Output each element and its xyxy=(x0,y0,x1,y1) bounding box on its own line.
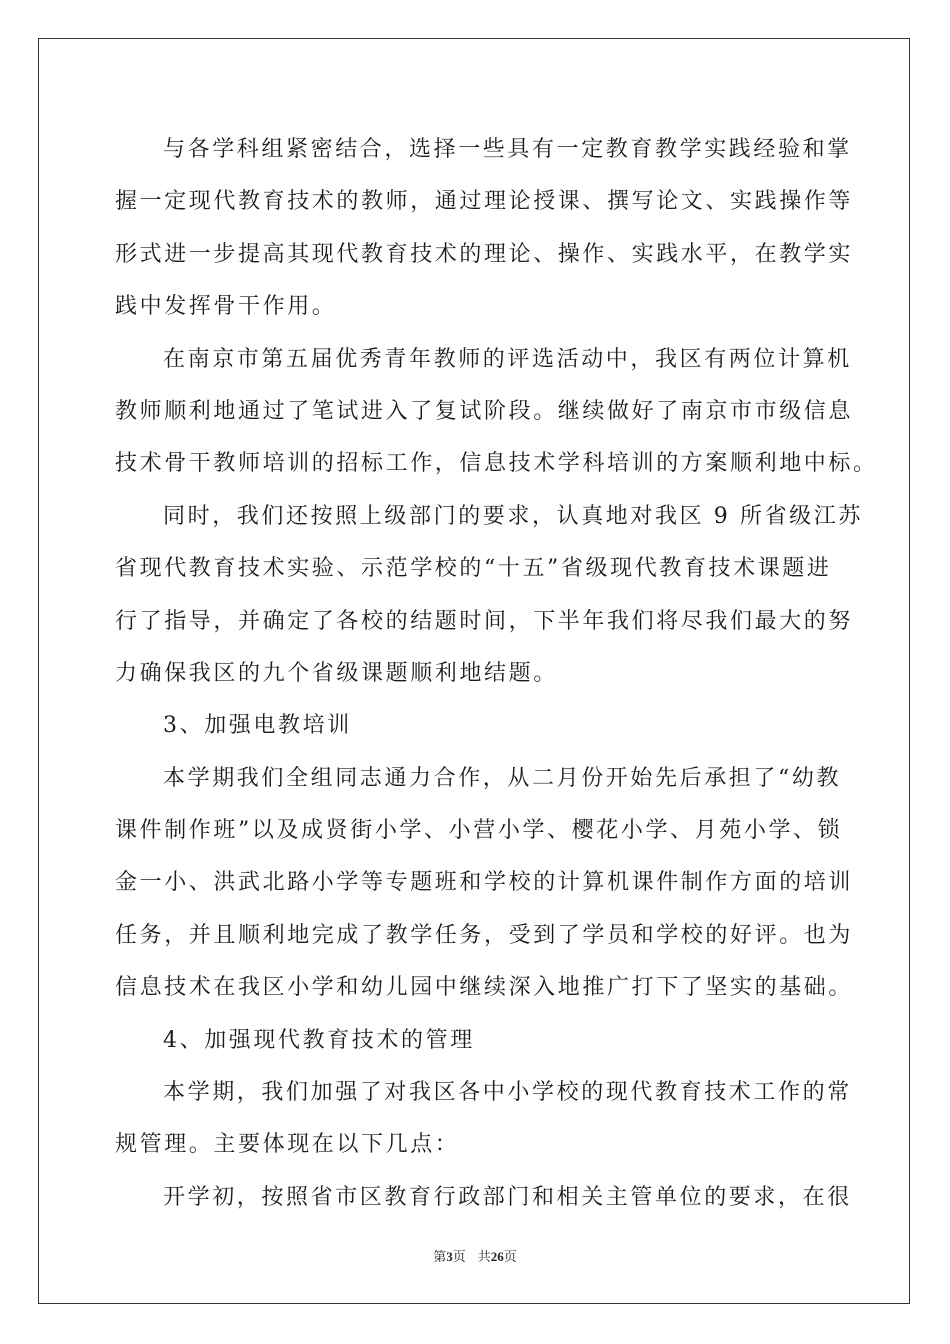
text-line: 握一定现代教育技术的教师，通过理论授课、撰写论文、实践操作等 xyxy=(115,189,854,215)
section-heading: 3、加强电教培训 xyxy=(163,713,352,739)
text-line: 形式进一步提高其现代教育技术的理论、操作、实践水平，在教学实 xyxy=(115,241,854,267)
text-line: 践中发挥骨干作用。 xyxy=(115,294,337,320)
text-line: 本学期，我们加强了对我区各中小学校的现代教育技术工作的常 xyxy=(163,1080,852,1106)
text-line: 省现代教育技术实验、示范学校的“十五”省级现代教育技术课题进 xyxy=(115,556,832,582)
text-line: 行了指导，并确定了各校的结题时间，下半年我们将尽我们最大的努 xyxy=(115,608,854,634)
text-line: 力确保我区的九个省级课题顺利地结题。 xyxy=(115,660,558,686)
text-line: 技术骨干教师培训的招标工作，信息技术学科培训的方案顺利地中标。 xyxy=(115,451,878,477)
page-prefix: 第 xyxy=(433,1249,447,1264)
page-footer xyxy=(0,1246,950,1265)
text-line: 课件制作班”以及成贤街小学、小营小学、樱花小学、月苑小学、锁 xyxy=(115,818,843,844)
document-body xyxy=(115,124,878,1224)
text-line: 教师顺利地通过了笔试进入了复试阶段。继续做好了南京市市级信息 xyxy=(115,398,854,424)
text-line: 任务，并且顺利地完成了教学任务，受到了学员和学校的好评。也为 xyxy=(115,922,854,948)
text-line: 金一小、洪武北路小学等专题班和学校的计算机课件制作方面的培训 xyxy=(115,870,854,896)
section-heading: 4、加强现代教育技术的管理 xyxy=(163,1027,475,1053)
total-prefix: 共 xyxy=(477,1249,491,1264)
page-suffix: 页 xyxy=(452,1249,466,1264)
text-line: 在南京市第五届优秀青年教师的评选活动中，我区有两位计算机 xyxy=(163,346,852,372)
text-line: 规管理。主要体现在以下几点： xyxy=(115,1132,460,1158)
text-line: 信息技术在我区小学和幼儿园中继续深入地推广打下了坚实的基础。 xyxy=(115,975,854,1001)
text-line: 本学期我们全组同志通力合作，从二月份开始先后承担了“幼教 xyxy=(163,765,842,791)
page-number: 3 xyxy=(446,1249,453,1264)
text-line: 开学初，按照省市区教育行政部门和相关主管单位的要求，在很 xyxy=(163,1184,852,1210)
text-line: 与各学科组紧密结合，选择一些具有一定教育教学实践经验和掌 xyxy=(163,137,852,162)
total-pages: 26 xyxy=(490,1249,504,1264)
total-suffix: 页 xyxy=(503,1249,517,1264)
text-line: 同时，我们还按照上级部门的要求，认真地对我区 9 所省级江苏 xyxy=(163,503,863,529)
